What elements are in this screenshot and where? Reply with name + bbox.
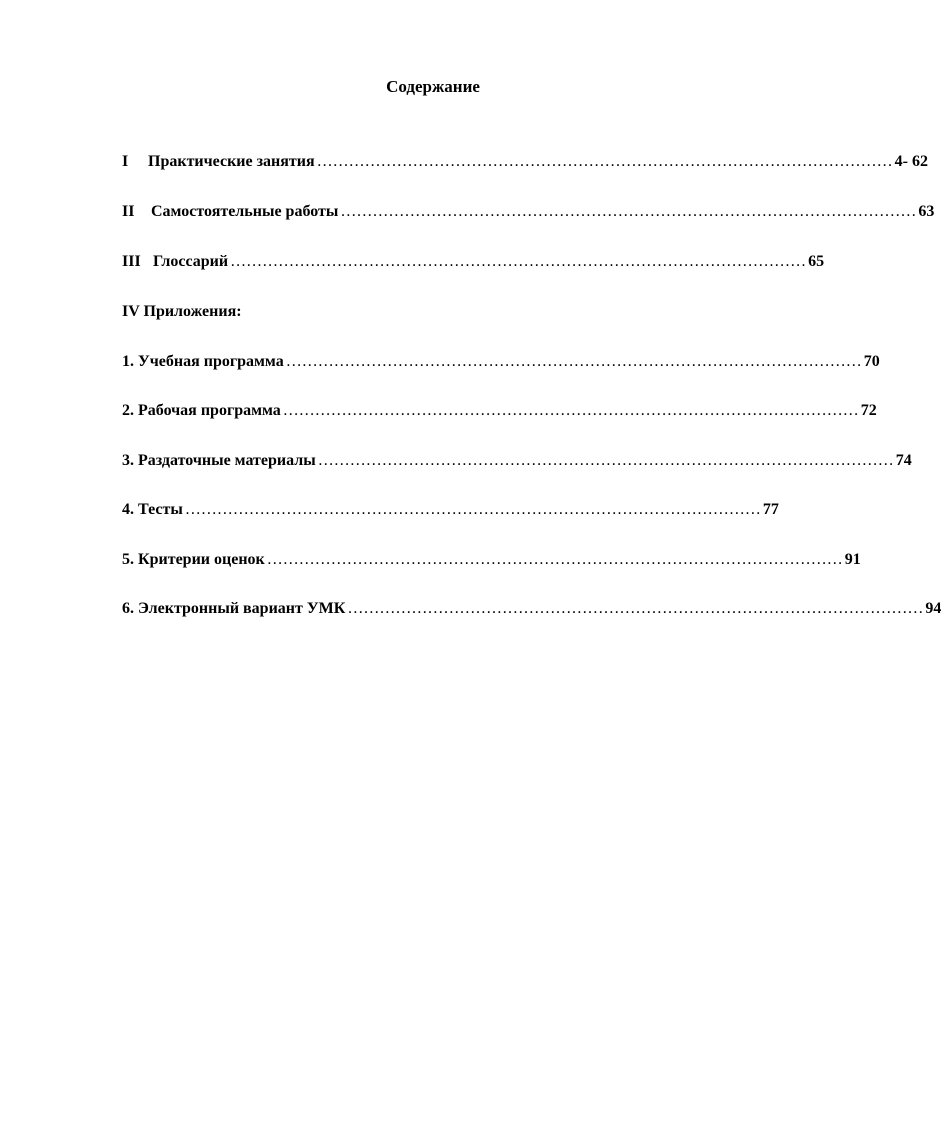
toc-entry-number: I bbox=[122, 153, 129, 170]
toc-appendix-item bbox=[122, 598, 941, 620]
toc-leader-dots: ……………………………………………………………………………………………… bbox=[340, 203, 917, 220]
toc-entry-number: II bbox=[122, 203, 135, 220]
toc-entry-page: 77 bbox=[762, 501, 779, 518]
toc-entry-glossary bbox=[122, 251, 825, 273]
toc-entry-practical bbox=[122, 151, 928, 173]
toc-leader-dots: ……………………………………………………………………………………………… bbox=[317, 452, 894, 469]
toc-entry-label bbox=[122, 151, 315, 173]
toc-entry-page: 4- 62 bbox=[894, 153, 928, 170]
toc-appendix-item bbox=[122, 499, 779, 521]
toc-entry-text: Самостоятельные работы bbox=[151, 203, 339, 220]
toc-leader-dots: ……………………………………………………………………………………………… bbox=[282, 402, 859, 419]
toc-appendix-item bbox=[122, 351, 880, 373]
toc-entry-label bbox=[122, 201, 338, 223]
toc-entry-label: 2. Рабочая программа bbox=[122, 402, 281, 419]
toc-entry-page: 74 bbox=[895, 452, 912, 469]
toc-entry-text: Глоссарий bbox=[153, 253, 229, 270]
toc-appendix-item bbox=[122, 450, 912, 472]
toc-entry-page: 63 bbox=[918, 203, 935, 220]
toc-appendix-heading: IV Приложения: bbox=[122, 303, 242, 320]
toc-entry-number: III bbox=[122, 253, 141, 270]
toc-entry-label: 6. Электронный вариант УМК bbox=[122, 600, 346, 617]
toc-entry-page: 91 bbox=[844, 551, 861, 568]
toc-entry-page: 65 bbox=[808, 253, 825, 270]
toc-entry-independent-work bbox=[122, 201, 935, 223]
toc-appendix-item bbox=[122, 400, 877, 422]
toc-leader-dots: ……………………………………………………………………………………………… bbox=[316, 153, 893, 170]
toc-leader-dots: ……………………………………………………………………………………………… bbox=[230, 253, 807, 270]
toc-entry-label: 5. Критерии оценок bbox=[122, 551, 265, 568]
toc-entry-page: 70 bbox=[863, 353, 880, 370]
toc-entry-text: Практические занятия bbox=[148, 153, 315, 170]
page-title: Содержание bbox=[386, 77, 480, 96]
toc-entry-label: 4. Тесты bbox=[122, 501, 183, 518]
toc-appendix-item bbox=[122, 549, 861, 571]
toc-entry-label: 3. Раздаточные материалы bbox=[122, 452, 316, 469]
toc-entry-page: 72 bbox=[860, 402, 877, 419]
toc-leader-dots: ……………………………………………………………………………………………… bbox=[347, 600, 924, 617]
toc-entry-label bbox=[122, 251, 228, 273]
toc-entry-label: 1. Учебная программа bbox=[122, 353, 284, 370]
toc-leader-dots: ……………………………………………………………………………………………… bbox=[184, 501, 761, 518]
toc-leader-dots: ……………………………………………………………………………………………… bbox=[285, 353, 862, 370]
toc-entry-page: 94 bbox=[925, 600, 941, 617]
toc-leader-dots: ……………………………………………………………………………………………… bbox=[266, 551, 843, 568]
